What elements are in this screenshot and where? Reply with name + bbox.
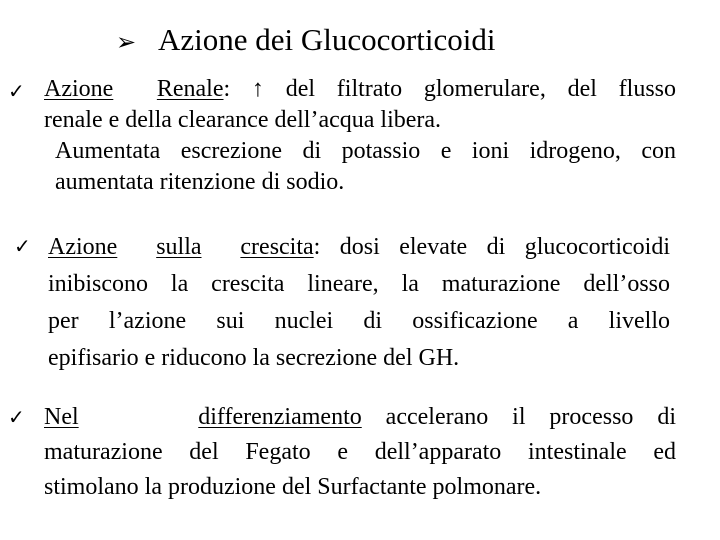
text-line: epifisario e riducono la secrezione del GH. bbox=[48, 345, 460, 371]
heading-word: Renale bbox=[156, 76, 224, 102]
slide-title bbox=[116, 18, 495, 64]
text-line: renale e della clearance dell’acqua libera. bbox=[44, 107, 442, 133]
arrow-bullet-icon: ➢ bbox=[116, 28, 137, 56]
checkmark-icon: ✓ bbox=[8, 79, 25, 103]
heading-word: Nel bbox=[44, 404, 79, 430]
slide-title-text: Azione dei Glucocorticoidi bbox=[158, 22, 496, 57]
text-line: stimolano la produzione del Surfactante polmonare. bbox=[44, 474, 542, 500]
heading-word: sulla bbox=[156, 234, 202, 260]
heading-word: Azione bbox=[44, 76, 114, 102]
text-line: Aumentata escrezione di potassio e ioni idrogeno, con bbox=[55, 138, 676, 164]
heading-word: differenziamento bbox=[198, 404, 362, 430]
text-line: inibiscono la crescita lineare, la maturazione dell’osso bbox=[48, 271, 670, 297]
text-line: Azione Renale: ↑ del filtrato glomerulare, del flusso bbox=[44, 76, 677, 102]
checkmark-icon: ✓ bbox=[14, 234, 31, 258]
text-line: Nel differenziamento accelerano il processo di bbox=[44, 404, 676, 430]
heading-word: crescita bbox=[240, 234, 314, 260]
bullet-differenziamento-text bbox=[44, 400, 676, 505]
text-line: per l’azione sui nuclei di ossificazione a livello bbox=[48, 308, 670, 334]
bullet-renale-text bbox=[44, 74, 676, 198]
text-line: aumentata ritenzione di sodio. bbox=[55, 169, 345, 195]
heading-word: Azione bbox=[48, 234, 118, 260]
text-line: maturazione del Fegato e dell’apparato intestinale ed bbox=[44, 439, 676, 465]
bullet-crescita-text bbox=[48, 229, 670, 377]
text-line: Azione sulla crescita: dosi elevate di glucocorticoidi bbox=[48, 234, 670, 260]
checkmark-icon: ✓ bbox=[8, 405, 25, 429]
